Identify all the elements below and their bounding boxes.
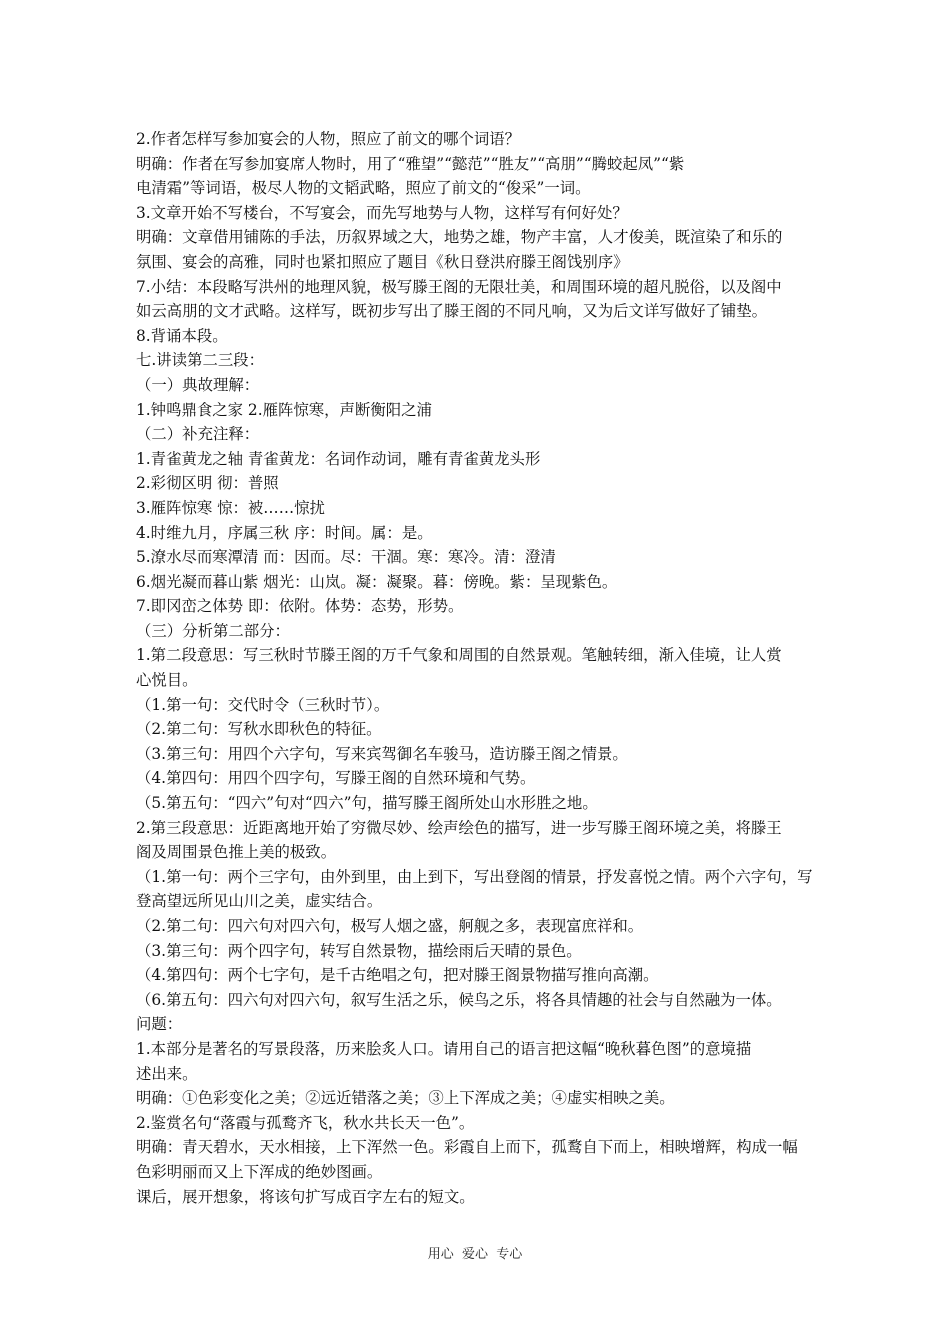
- text-line: 4.时维九月，序属三秋 序：时间。属：是。: [136, 523, 433, 542]
- text-line: 3.雁阵惊寒 惊：被……惊扰: [136, 498, 325, 517]
- text-line: （4.第四句：用四个四字句，写滕王阁的自然环境和气势。: [136, 769, 536, 788]
- text-line: （1.第一句：两个三字句，由外到里，由上到下，写出登阁的情景，抒发喜悦之情。两个六字句，写: [136, 867, 813, 886]
- text-line: 3.文章开始不写楼台，不写宴会，而先写地势与人物，这样写有何好处？: [136, 203, 628, 222]
- text-line: （6.第五句：四六句对四六句，叙写生活之乐，候鸟之乐，将各具情趣的社会与自然融为一体。: [136, 990, 782, 1009]
- text-line: （2.第二句：写秋水即秋色的特征。: [136, 720, 382, 739]
- text-line: 述出来。: [136, 1064, 198, 1083]
- text-line: 明确：①色彩变化之美；②远近错落之美；③上下浑成之美；④虚实相映之美。: [136, 1089, 675, 1108]
- text-line: （二）补充注释：: [136, 425, 260, 444]
- text-line: （一）典故理解：: [136, 375, 260, 394]
- text-line: 1.青雀黄龙之轴 青雀黄龙：名词作动词，雕有青雀黄龙头形: [136, 449, 541, 468]
- text-line: 色彩明丽而又上下浑成的绝妙图画。: [136, 1162, 383, 1181]
- text-line: 2.作者怎样写参加宴会的人物，照应了前文的哪个词语？: [136, 130, 521, 148]
- text-line: 5.潦水尽而寒潭清 而：因而。尽：干涸。寒：寒冷。清：澄清: [136, 548, 556, 567]
- document-body: [136, 127, 816, 1209]
- text-line: 电清霜”等词语，极尽人物的文韬武略，照应了前文的“俊采”一词。: [136, 179, 591, 198]
- text-line: （三）分析第二部分：: [136, 621, 290, 640]
- page-footer: 用心 爱心 专心: [427, 1247, 523, 1262]
- text-line: 明确：作者在写参加宴席人物时，用了“雅望”“懿范”“胜友”“高朋”“腾蛟起凤”“紫: [136, 154, 685, 173]
- text-line: 1.第二段意思：写三秋时节滕王阁的万千气象和周围的自然景观。笔触转细，渐入佳境，让人赏: [136, 646, 782, 665]
- text-line: （4.第四句：两个七字句，是千古绝唱之句，把对滕王阁景物描写推向高潮。: [136, 966, 659, 985]
- text-line: 2.鉴赏名句“落霞与孤鹜齐飞，秋水共长天一色”。: [136, 1113, 475, 1132]
- text-line: 阁及周围景色推上美的极致。: [136, 843, 337, 862]
- text-line: 8.背诵本段。: [136, 326, 228, 345]
- text-line: 课后，展开想象，将该句扩写成百字左右的短文。: [136, 1187, 475, 1206]
- text-line: 登高望远所见山川之美，虚实结合。: [136, 892, 383, 911]
- text-line: 1.钟鸣鼎食之家 2.雁阵惊寒，声断衡阳之浦: [136, 400, 432, 419]
- text-line: （1.第一句：交代时令（三秋时节）。: [136, 695, 390, 714]
- text-line: 2.彩彻区明 彻：普照: [136, 474, 279, 493]
- text-line: 6.烟光凝而暮山紫 烟光：山岚。凝：凝聚。暮：傍晚。紫：呈现紫色。: [136, 572, 618, 591]
- text-line: 2.第三段意思：近距离地开始了穷微尽妙、绘声绘色的描写，进一步写滕王阁环境之美，将滕王: [136, 818, 782, 837]
- text-line: 明确：文章借用铺陈的手法，历叙界域之大，地势之雄，物产丰富，人才俊美，既渲染了和乐的: [136, 228, 783, 247]
- text-line: （3.第三句：用四个六字句，写来宾驾御名车骏马，造访滕王阁之情景。: [136, 744, 628, 763]
- text-line: 1.本部分是著名的写景段落，历来脍炙人口。请用自己的语言把这幅“晚秋暮色图”的意境描: [136, 1039, 752, 1058]
- text-line: （2.第二句：四六句对四六句，极写人烟之盛，舸舰之多，表现富庶祥和。: [136, 917, 644, 935]
- text-line: 7.小结：本段略写洪州的地理风貌，极写滕王阁的无限壮美，和周围环境的超凡脱俗，以及阁中: [136, 277, 782, 296]
- text-line: 七.讲读第二三段：: [136, 351, 265, 370]
- text-line: （3.第三句：两个四字句，转写自然景物，描绘雨后天晴的景色。: [136, 941, 582, 960]
- text-line: （5.第五句：“四六”句对“四六”句，描写滕王阁所处山水形胜之地。: [136, 794, 598, 813]
- text-line: 问题：: [136, 1015, 183, 1034]
- text-line: 心悦目。: [136, 671, 198, 690]
- text-line: 氛围、宴会的高雅，同时也紧扣照应了题目《秋日登洪府滕王阁饯别序》: [136, 252, 629, 271]
- text-line: 7.即冈峦之体势 即：依附。体势：态势，形势。: [136, 597, 464, 616]
- text-line: 如云高朋的文才武略。这样写，既初步写出了滕王阁的不同凡响，又为后文详写做好了铺垫。: [136, 302, 768, 321]
- text-line: 明确：青天碧水，天水相接，上下浑然一色。彩霞自上而下，孤鹜自下而上，相映增辉，构成一幅: [136, 1138, 798, 1157]
